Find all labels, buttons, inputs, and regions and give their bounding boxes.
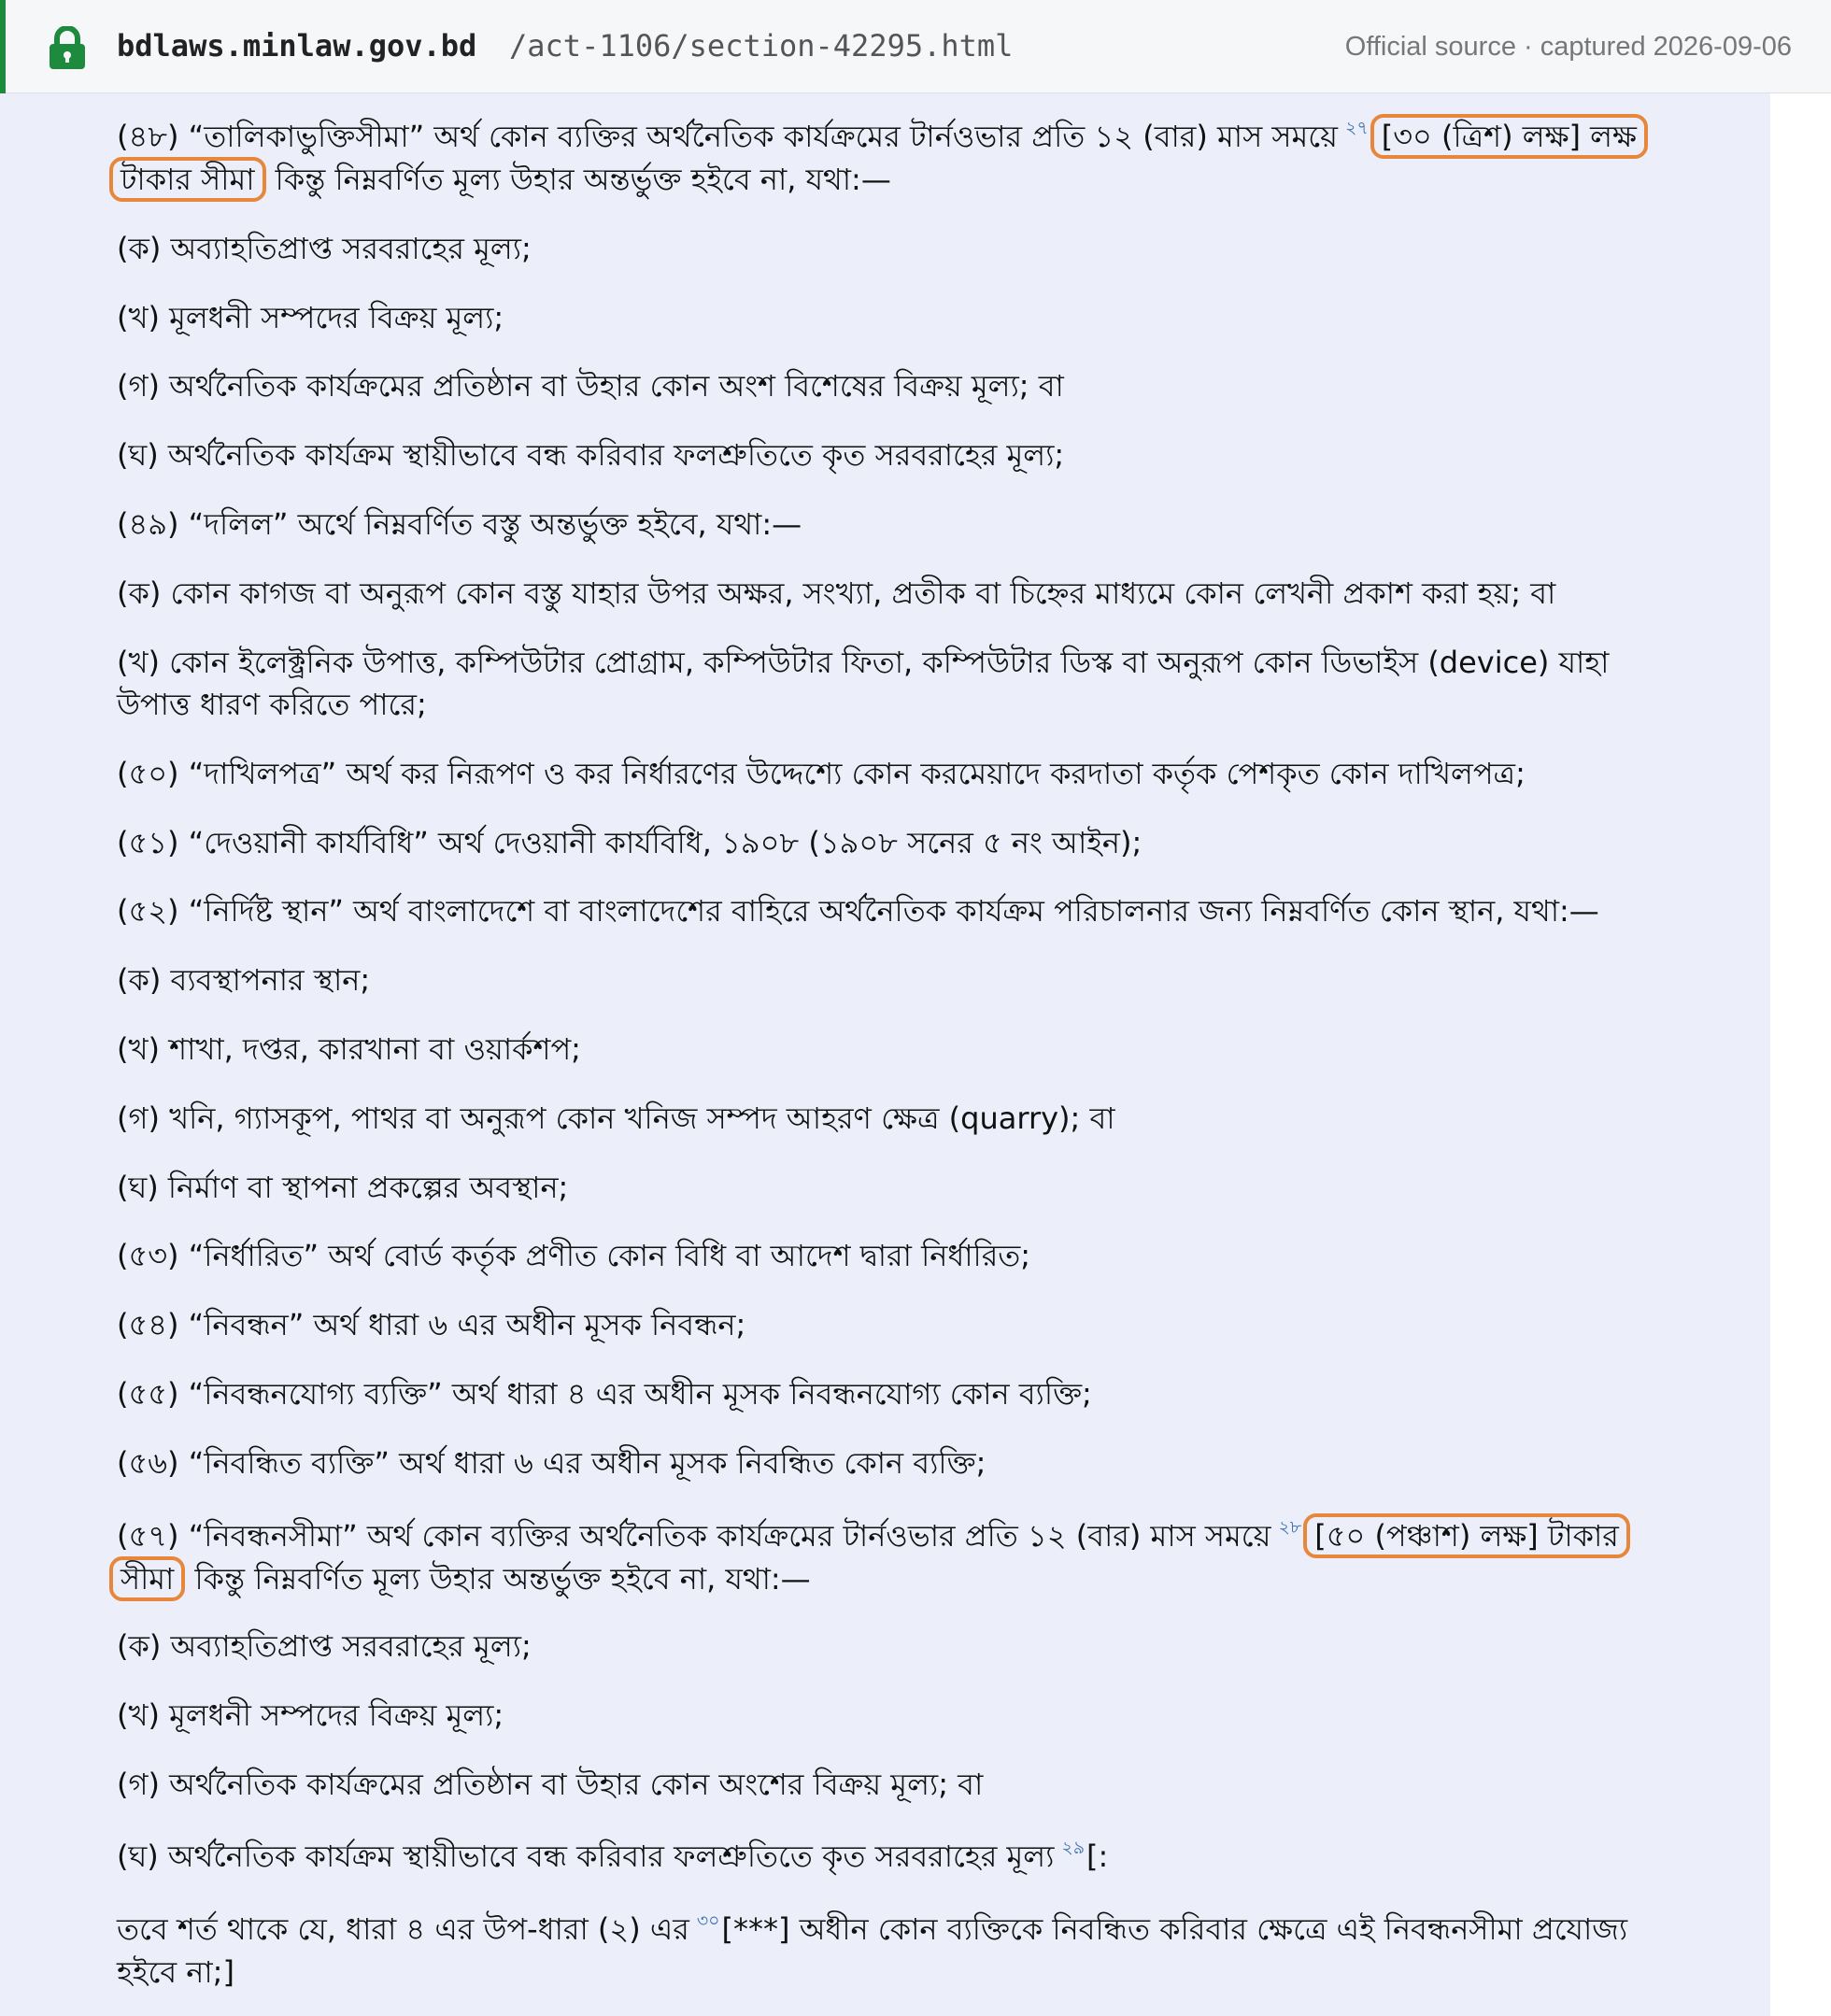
clause-57 (117, 1513, 1714, 1561)
clause-53: (৫৩) “নির্ধারিত” অর্থ বোর্ড কর্তৃক প্রণীত কোন বিধি বা আদেশ দ্বারা নির্ধারিত; (117, 1238, 1031, 1273)
clause-52: (৫২) “নির্দিষ্ট স্থান” অর্থ বাংলাদেশে বা বাংলাদেশের বাহিরে অর্থনৈতিক কার্যক্রম পরিচালনার জন্য নিম্নবর্ণিত কোন স্থান, যথা:— (117, 893, 1599, 929)
highlight-amendment-57-cont: সীমা (109, 1556, 185, 1601)
footnote-ref-29[interactable]: ২৯ (1061, 1838, 1086, 1858)
clause-text: কিন্তু নিম্নবর্ণিত মূল্য উহার অন্তর্ভুক্ত হইবে না, যথা:— (185, 1561, 811, 1597)
clause-48-gh: (ঘ) অর্থনৈতিক কার্যক্রম স্থায়ীভাবে বন্ধ করিবার ফলশ্রুতিতে কৃত সরবরাহের মূল্য; (117, 437, 1065, 473)
clause-49-kh: (খ) কোন ইলেক্ট্রনিক উপাত্ত, কম্পিউটার প্রোগ্রাম, কম্পিউটার ফিতা, কম্পিউটার ডিস্ক বা অনুরূপ কোন ডিভাইস (device) যাহা (117, 645, 1610, 680)
footnote-ref-28[interactable]: ২৮ (1278, 1517, 1302, 1538)
clause-50: (৫০) “দাখিলপত্র” অর্থ কর নিরূপণ ও কর নির্ধারণের উদ্দেশ্যে কোন করমেয়াদে করদাতা কর্তৃক পেশকৃত কোন দাখিলপত্র; (117, 756, 1526, 791)
clause-text: [: (1086, 1839, 1109, 1874)
clause-52-gh: (ঘ) নির্মাণ বা স্থাপনা প্রকল্পের অবস্থান; (117, 1170, 569, 1205)
clause-51: (৫১) “দেওয়ানী কার্যবিধি” অর্থ দেওয়ানী কার্যবিধি, ১৯০৮ (১৯০৮ সনের ৫ নং আইন); (117, 825, 1143, 860)
clause-48 (117, 114, 1714, 162)
footnote-ref-30[interactable]: ৩০ (696, 1910, 720, 1931)
clause-52-kh: (খ) শাখা, দপ্তর, কারখানা বা ওয়ার্কশপ; (117, 1031, 581, 1067)
highlight-amendment-48: [৩০ (ত্রিশ) লক্ষ] লক্ষ (1370, 114, 1648, 159)
url-domain[interactable]: bdlaws.minlaw.gov.bd (117, 28, 477, 64)
secure-accent-strip (0, 0, 6, 93)
highlight-amendment-48-cont: টাকার সীমা (109, 157, 266, 202)
clause-57-gh (117, 1836, 1714, 1881)
clause-text: তবে শর্ত থাকে যে, ধারা ৪ এর উপ-ধারা (২) এর (117, 1911, 689, 1947)
clause-text: (৪৮) “তালিকাভুক্তিসীমা” অর্থ কোন ব্যক্তির অর্থনৈতিক কার্যক্রমের টার্নওভার প্রতি ১২ (বার) মাস সময়ে (117, 119, 1339, 154)
proviso (117, 1909, 1714, 1954)
clause-57-g: (গ) অর্থনৈতিক কার্যক্রমের প্রতিষ্ঠান বা উহার কোন অংশের বিক্রয় মূল্য; বা (117, 1767, 984, 1802)
clause-54: (৫৪) “নিবন্ধন” অর্থ ধারা ৬ এর অধীন মূসক নিবন্ধন; (117, 1307, 746, 1342)
highlight-amendment-57: [৫০ (পঞ্চাশ) লক্ষ] টাকার (1303, 1513, 1630, 1558)
source-note: Official source · captured 2026-09-06 (1344, 32, 1792, 62)
address-bar (0, 0, 1831, 93)
clause-48-kh: (খ) মূলধনী সম্পদের বিক্রয় মূল্য; (117, 300, 504, 335)
clause-49-k: (ক) কোন কাগজ বা অনুরূপ কোন বস্তু যাহার উপর অক্ষর, সংখ্যা, প্রতীক বা চিহ্নের মাধ্যমে কোন লেখনী প্রকাশ করা হয়; বা (117, 575, 1556, 611)
footnote-ref-27[interactable]: ২৭ (1345, 118, 1369, 138)
clause-text: (৫৭) “নিবন্ধনসীমা” অর্থ কোন ব্যক্তির অর্থনৈতিক কার্যক্রমের টার্নওভার প্রতি ১২ (বার) মাস সময়ে (117, 1518, 1271, 1554)
clause-text: [***] অধীন কোন ব্যক্তিকে নিবন্ধিত করিবার ক্ষেত্রে এই নিবন্ধনসীমা প্রযোজ্য (721, 1911, 1628, 1947)
clause-48-g: (গ) অর্থনৈতিক কার্যক্রমের প্রতিষ্ঠান বা উহার কোন অংশ বিশেষের বিক্রয় মূল্য; বা (117, 368, 1064, 404)
proviso-cont: হইবে না;] (117, 1954, 234, 1990)
clause-57-kh: (খ) মূলধনী সম্পদের বিক্রয় মূল্য; (117, 1697, 504, 1733)
clause-48-cont (117, 157, 1714, 202)
clause-57-k: (ক) অব্যাহতিপ্রাপ্ত সরবরাহের মূল্য; (117, 1628, 532, 1664)
clause-text: (ঘ) অর্থনৈতিক কার্যক্রম স্থায়ীভাবে বন্ধ করিবার ফলশ্রুতিতে কৃত সরবরাহের মূল্য (117, 1839, 1055, 1874)
url-path[interactable]: /act-1106/section-42295.html (509, 28, 1014, 64)
clause-49-kh-cont: উপাত্ত ধারণ করিতে পারে; (117, 687, 427, 722)
clause-48-k: (ক) অব্যাহতিপ্রাপ্ত সরবরাহের মূল্য; (117, 231, 532, 266)
clause-57-cont (117, 1556, 1714, 1601)
lock-icon (47, 26, 88, 69)
clause-49: (৪৯) “দলিল” অর্থে নিম্নবর্ণিত বস্তু অন্তর্ভুক্ত হইবে, যথা:— (117, 506, 802, 542)
clause-56: (৫৬) “নিবন্ধিত ব্যক্তি” অর্থ ধারা ৬ এর অধীন মূসক নিবন্ধিত কোন ব্যক্তি; (117, 1445, 986, 1481)
clause-text: কিন্তু নিম্নবর্ণিত মূল্য উহার অন্তর্ভুক্ত হইবে না, যথা:— (265, 162, 891, 197)
clause-52-k: (ক) ব্যবস্থাপনার স্থান; (117, 962, 371, 998)
scroll-margin (1770, 93, 1831, 2016)
clause-52-g: (গ) খনি, গ্যাসকূপ, পাথর বা অনুরূপ কোন খনিজ সম্পদ আহরণ ক্ষেত্র (quarry); বা (117, 1100, 1115, 1136)
clause-55: (৫৫) “নিবন্ধনযোগ্য ব্যক্তি” অর্থ ধারা ৪ এর অধীন মূসক নিবন্ধনযোগ্য কোন ব্যক্তি; (117, 1376, 1092, 1412)
